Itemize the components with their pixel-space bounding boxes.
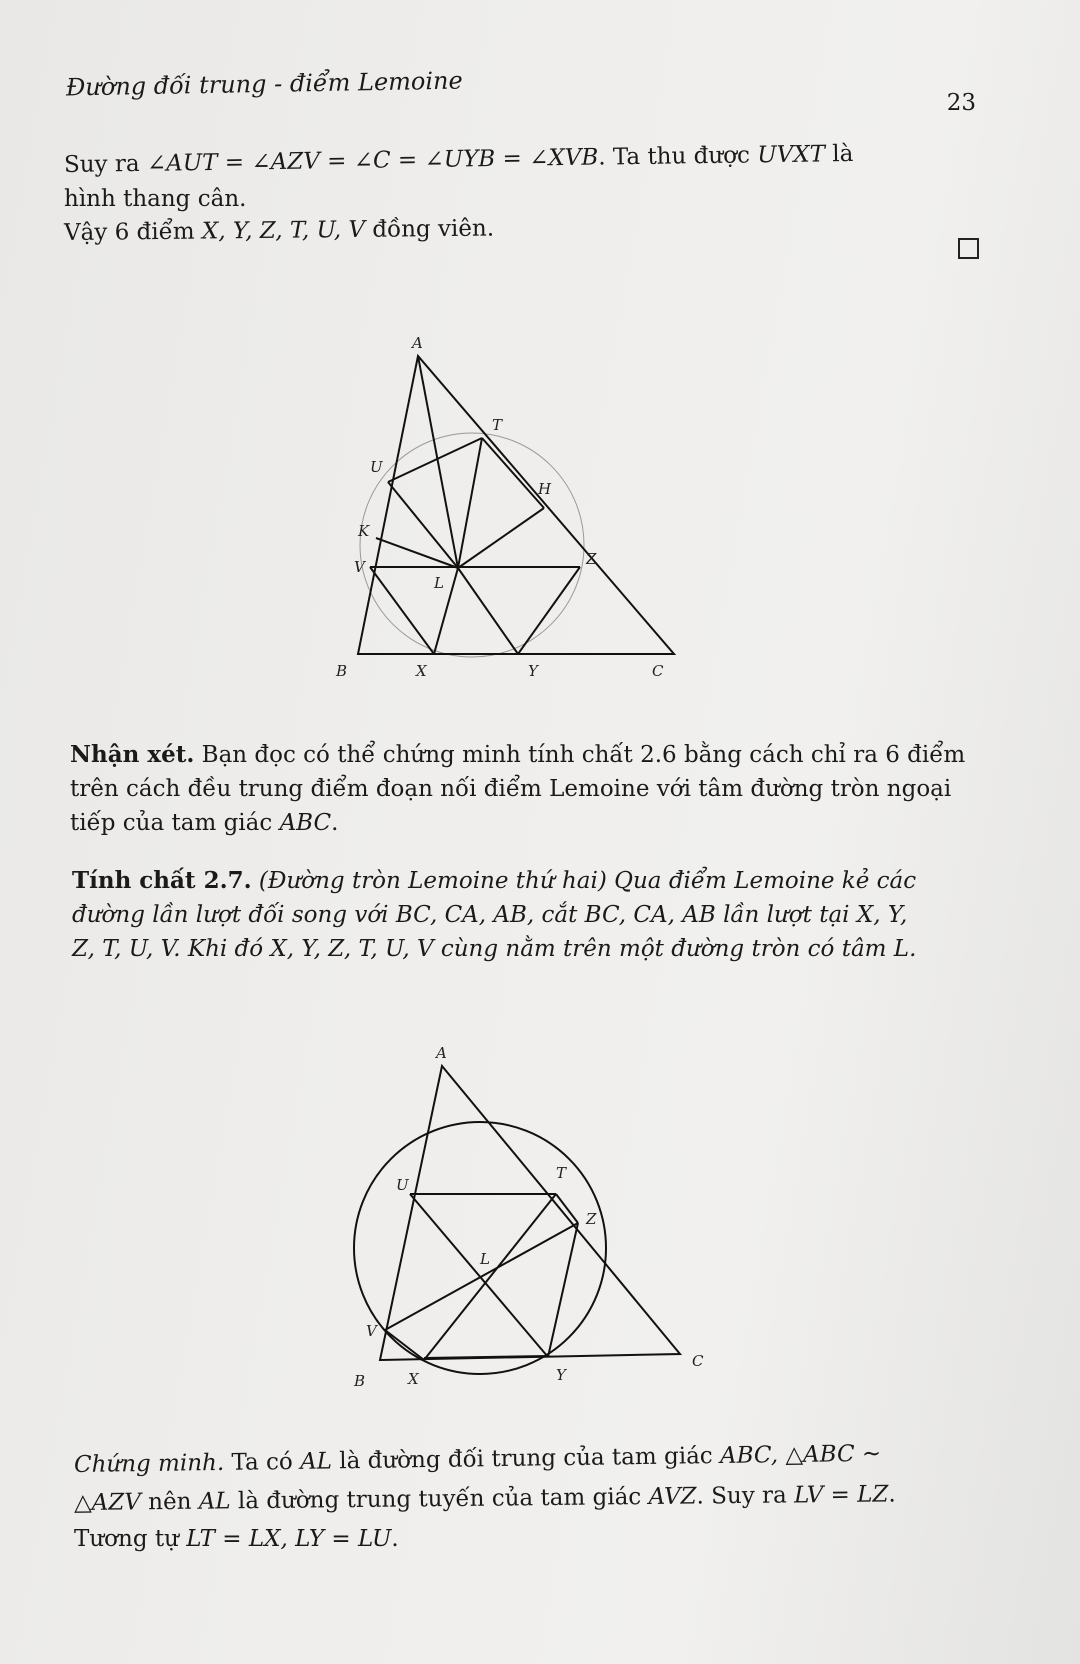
- remark-line-1: Nhận xét. Bạn đọc có thể chứng minh tính chất 2.6 bằng cách chỉ ra 6 điểm: [70, 741, 966, 768]
- running-title: Đường đối trung - điểm Lemoine: [65, 66, 463, 102]
- fig1-label-U: U: [370, 458, 383, 476]
- property-line-1: Tính chất 2.7. (Đường tròn Lemoine thứ hai) Qua điểm Lemoine kẻ các: [72, 867, 917, 894]
- figure-1-line-vx: [370, 567, 434, 654]
- figure-1-line-ly: [458, 568, 518, 654]
- figure-2-line-zv: [385, 1223, 578, 1330]
- page-number: 23: [946, 90, 976, 116]
- fig2-label-U: U: [396, 1176, 409, 1194]
- fig2-label-X: X: [408, 1370, 419, 1388]
- fig1-label-K: K: [358, 522, 370, 540]
- proof-end-line-1: Suy ra ∠AUT = ∠AZV = ∠C = ∠UYB = ∠XVB. Ta thu được UVXT là: [63, 140, 854, 178]
- figure-1-line-ht: [482, 438, 544, 508]
- fig1-label-C: C: [652, 662, 664, 680]
- figure-2-line-vx: [385, 1330, 424, 1360]
- fig1-label-Z: Z: [586, 550, 597, 568]
- figure-1-line-ak: [418, 356, 458, 568]
- figure-1-line-tl: [458, 438, 482, 568]
- proof-line-1: Chứng minh. Ta có AL là đường đối trung của tam giác ABC, △ABC ∼: [73, 1440, 882, 1478]
- figure-2-line-tx: [424, 1194, 556, 1360]
- proof-end-line-3: Vậy 6 điểm X, Y, Z, T, U, V đồng viên.: [63, 215, 495, 246]
- fig1-label-A: A: [412, 334, 423, 352]
- fig2-label-T: T: [556, 1164, 567, 1182]
- fig1-label-V: V: [354, 558, 365, 576]
- fig2-label-Z: Z: [586, 1210, 597, 1228]
- fig1-label-T: T: [492, 416, 503, 434]
- proof-end-line-2: hình thang cân.: [64, 186, 247, 212]
- proof-line-3: Tương tự LT = LX, LY = LU.: [74, 1526, 399, 1552]
- proof-line-2: △AZV nên AL là đường trung tuyến của tam giác AVZ. Suy ra LV = LZ.: [73, 1481, 896, 1516]
- property-line-2: đường lần lượt đối song với BC, CA, AB, cắt BC, CA, AB lần lượt tại X, Y,: [72, 902, 908, 928]
- property-title: Tính chất 2.7.: [72, 867, 252, 894]
- fig1-label-X: X: [416, 662, 427, 680]
- remark-line-3: tiếp của tam giác ABC.: [70, 810, 339, 836]
- fig2-label-B: B: [354, 1372, 366, 1390]
- figure-2-line-zy: [548, 1223, 578, 1357]
- fig1-label-Y: Y: [528, 662, 538, 680]
- fig2-label-Y: Y: [556, 1366, 566, 1384]
- fig2-label-A: A: [436, 1044, 447, 1062]
- figure-1-line-zy: [518, 567, 580, 654]
- figure-1-lemoine-diagram: [330, 320, 690, 690]
- fig2-label-V: V: [366, 1322, 377, 1340]
- figure-2-line-uy: [410, 1194, 548, 1357]
- figure-1-line-hl: [458, 508, 544, 568]
- fig1-label-H: H: [538, 480, 552, 498]
- figure-1-triangle-abc: [358, 356, 674, 654]
- proof-title: Chứng minh.: [73, 1449, 225, 1478]
- fig1-label-L: L: [434, 574, 444, 592]
- qed-square: [958, 238, 979, 259]
- remark-line-2: trên cách đều trung điểm đoạn nối điểm Lemoine với tâm đường tròn ngoại: [70, 776, 952, 802]
- figure-2-lemoine-circle-diagram: [340, 1030, 720, 1400]
- property-line-3: Z, T, U, V. Khi đó X, Y, Z, T, U, V cùng nằm trên một đường tròn có tâm L.: [72, 936, 917, 962]
- remark-title: Nhận xét.: [70, 741, 195, 768]
- fig2-label-L: L: [480, 1250, 490, 1268]
- fig1-label-B: B: [336, 662, 348, 680]
- fig2-label-C: C: [692, 1352, 704, 1370]
